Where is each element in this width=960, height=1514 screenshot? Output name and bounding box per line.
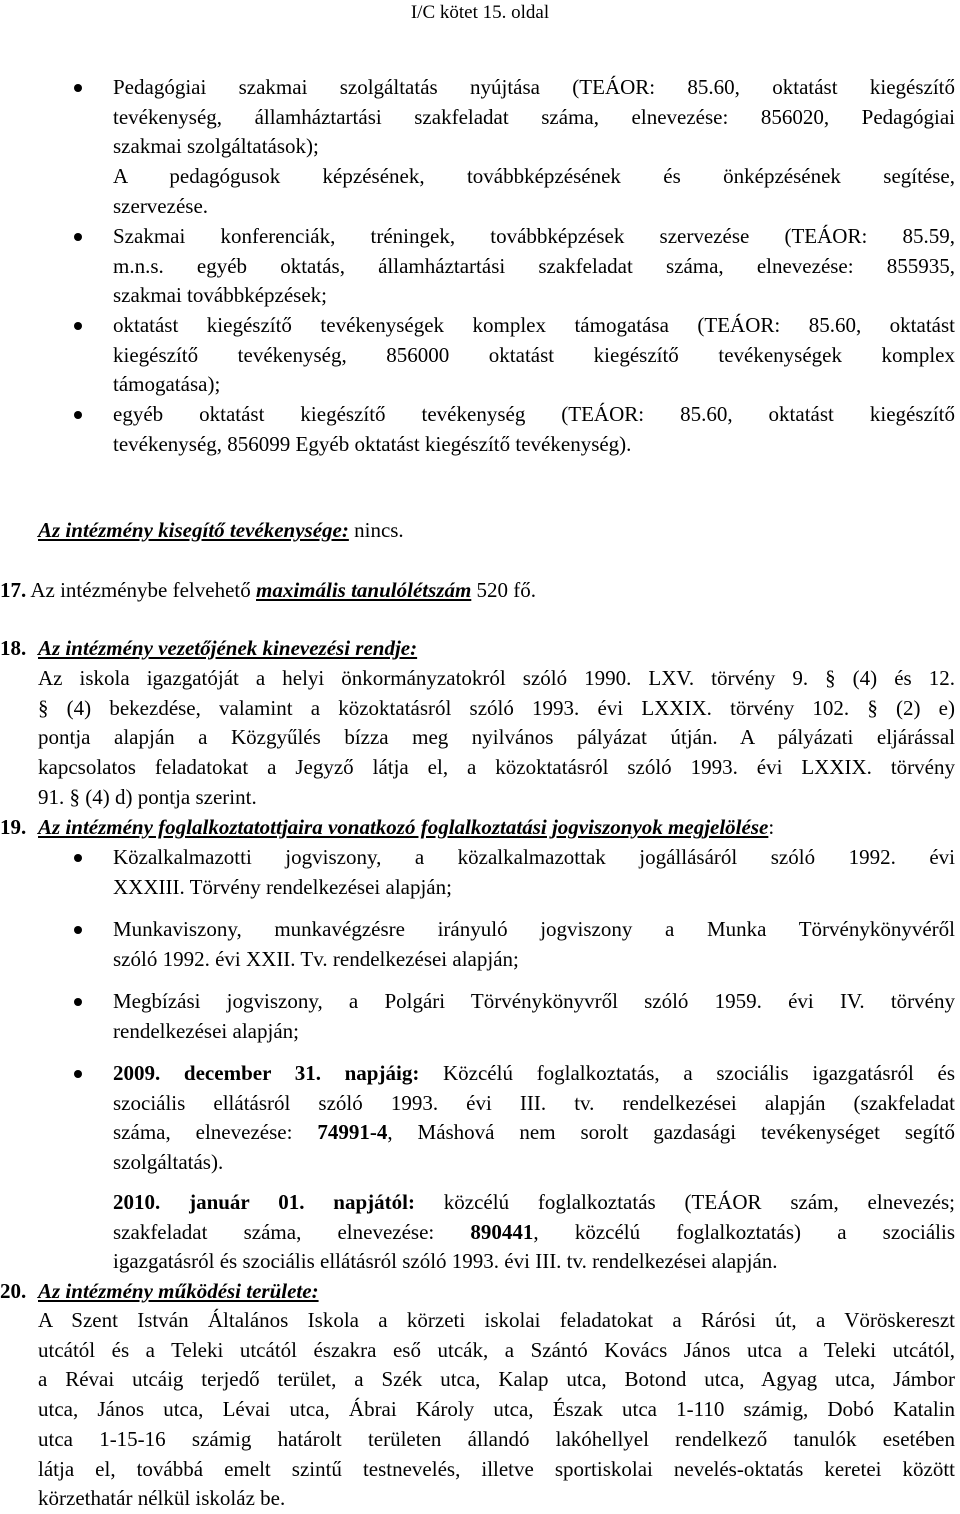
list-item-line: Munkaviszony, munkavégzésre irányuló jogviszony a Munka Törvénykönyvéről: [113, 917, 955, 941]
list-item-line: közcélú foglalkoztatás (TEÁOR szám, elnevezés;: [414, 1190, 955, 1214]
section-heading-text: Az intézmény vezetőjének kinevezési rendje:: [38, 636, 418, 660]
page-header: I/C kötet 15. oldal: [410, 2, 550, 23]
list-item-line: rendelkezései alapján;: [113, 1018, 299, 1043]
list-item-line: szolgáltatás).: [113, 1150, 224, 1175]
paragraph-line: a Révai utcáig terjedő terület, a Szék utca, Kalap utca, Botond utca, Agyag utca, Jámbor: [38, 1367, 955, 1392]
list-item-line: szakmai továbbképzések;: [113, 283, 327, 308]
section-text: Az intézménybe felvehető: [26, 578, 256, 602]
list-item: [113, 73, 955, 222]
list-item-line: tevékenység, 856099 Egyéb oktatást kiegészítő tevékenység).: [113, 431, 632, 456]
paragraph-line: pontja alapján a Közgyűlés bízza meg nyilvános pályázat útján. A pályázati eljárással: [38, 725, 955, 750]
list-item-line: Megbízási jogviszony, a Polgári Törvénykönyvről szóló 1959. évi IV. törvény: [113, 989, 955, 1013]
list-item-line: oktatást kiegészítő tevékenységek komplex támogatása (TEÁOR: 85.60, oktatást: [113, 313, 955, 337]
section-20-body: [38, 1306, 955, 1514]
paragraph-line: A Szent István Általános Iskola a körzeti iskolai feladatokat a Rárósi út, a Vöröskereszt: [38, 1308, 955, 1332]
list-item-line: Közcélú foglalkoztatás, a szociális igazgatásról és: [419, 1061, 955, 1085]
section-value: nincs.: [348, 518, 404, 542]
list-item-line: tevékenység, államháztartási szakfeladat száma, elnevezése: 856020, Pedagógiai: [113, 104, 955, 129]
code-value: 890441: [470, 1219, 534, 1244]
list-item-line: m.n.s. egyéb oktatás, államháztartási szakfeladat száma, elnevezése: 855935,: [113, 253, 955, 278]
bullet-dot: [74, 84, 82, 92]
paragraph-line: 91. § (4) d) pontja szerint.: [38, 784, 257, 809]
list-item-line: támogatása);: [113, 372, 221, 397]
list-item-line: Szakmai konferenciák, tréningek, továbbképzések szervezése (TEÁOR: 85.59,: [113, 224, 955, 248]
paragraph-line: § (4) bekezdése, valamint a közoktatásról szóló 1993. évi LXXIX. törvény 102. § (2) e): [38, 695, 955, 720]
list-item-line: , közcélú foglalkoztatás) a szociális: [533, 1219, 955, 1244]
list-item-line: szakmai szolgáltatások);: [113, 134, 319, 159]
paragraph-line: körzethatár nélkül iskoláz be.: [38, 1486, 286, 1511]
list-item: [113, 222, 955, 311]
section-heading: [38, 1277, 319, 1307]
list-item-line: A pedagógusok képzésének, továbbképzésének és önképzésének segítése,: [113, 164, 955, 189]
paragraph-line: utca, János utca, Lévai utca, Ábrai Károly utca, Észak utca 1-110 számig, Dobó Katalin: [38, 1397, 955, 1422]
list-item-line: igazgatásról és szociális ellátásról szóló 1993. évi III. tv. rendelkezései alapján.: [113, 1249, 778, 1274]
list-item-line: szóló 1992. évi XXII. Tv. rendelkezései alapján;: [113, 946, 519, 971]
section-heading-text: Az intézmény működési területe:: [38, 1279, 319, 1303]
bullet-dot: [74, 1070, 82, 1078]
paragraph-line: utcától és a Teleki utcától északra eső utcák, a Szántó Kovács János utca a Teleki utcától,: [38, 1337, 955, 1362]
list-item: [113, 915, 955, 974]
section-number: 17.: [0, 578, 27, 602]
code-value: 74991-4: [317, 1120, 388, 1145]
list-item-line: szakfeladat száma, elnevezése:: [113, 1219, 471, 1244]
list-item: [113, 1059, 955, 1178]
bullet-dot: [74, 854, 82, 862]
paragraph-line: utca 1-15-16 számig határolt területen állandó lakóhellyel rendelkező tanulók esetében: [38, 1426, 955, 1451]
section-value: 520 fő.: [471, 578, 537, 602]
section-heading: [38, 634, 417, 664]
list-item-line: kiegészítő tevékenység, 856000 oktatást kiegészítő tevékenységek komplex: [113, 342, 955, 367]
list-item-line: , Máshová nem sorolt gazdasági tevékenységet segítő: [387, 1120, 955, 1145]
section-17: [0, 576, 536, 606]
section-number: 19.: [0, 815, 27, 839]
section-heading: maximális tanulólétszám: [256, 578, 472, 602]
paragraph-line: kapcsolatos feladatokat a Jegyző látja el, a közoktatásról szóló 1993. évi LXXIX. törvény: [38, 755, 955, 780]
section-number: 20.: [0, 1279, 27, 1303]
section-18-body: [38, 664, 955, 813]
section-heading: [38, 813, 774, 843]
section-heading-colon: :: [768, 815, 775, 839]
list-item: [113, 1188, 955, 1277]
section-auxiliary-activity: [38, 516, 404, 546]
list-item: [113, 311, 955, 400]
bullet-dot: [74, 322, 82, 330]
bullet-dot: [74, 411, 82, 419]
section-heading: Az intézmény kisegítő tevékenysége:: [38, 518, 349, 542]
list-item-line: szervezése.: [113, 193, 209, 218]
bullet-dot: [74, 233, 82, 241]
paragraph-line: Az iskola igazgatóját a helyi önkormányzatokról szóló 1990. LXV. törvény 9. § (4) és 12.: [38, 666, 955, 690]
list-item-line: Pedagógiai szakmai szolgáltatás nyújtása (TEÁOR: 85.60, oktatást kiegészítő: [113, 75, 955, 99]
section-heading-text: Az intézmény foglalkoztatottjaira vonatkozó foglalkoztatási jogviszonyok megjelölése: [38, 815, 769, 839]
list-item: [113, 843, 955, 902]
list-item-line: száma, elnevezése:: [113, 1120, 318, 1145]
bullet-dot: [74, 926, 82, 934]
bullet-dot: [74, 998, 82, 1006]
section-number: 18.: [0, 636, 27, 660]
paragraph-line: látja el, továbbá emelt szintű testnevelés, illetve sportiskolai nevelés-oktatás keretei között: [38, 1456, 955, 1481]
list-item-line: Közalkalmazotti jogviszony, a közalkalmazottak jogállásáról szóló 1992. évi: [113, 845, 955, 869]
list-item: [113, 987, 955, 1046]
date-label: 2009. december 31. napjáig:: [113, 1061, 420, 1085]
date-label: 2010. január 01. napjától:: [113, 1190, 415, 1214]
list-item-line: egyéb oktatást kiegészítő tevékenység (TEÁOR: 85.60, oktatást kiegészítő: [113, 402, 955, 426]
list-item: [113, 400, 955, 459]
list-item-line: XXXIII. Törvény rendelkezései alapján;: [113, 874, 452, 899]
list-item-line: szociális ellátásról szóló 1993. évi III. tv. rendelkezései alapján (szakfeladat: [113, 1090, 955, 1115]
